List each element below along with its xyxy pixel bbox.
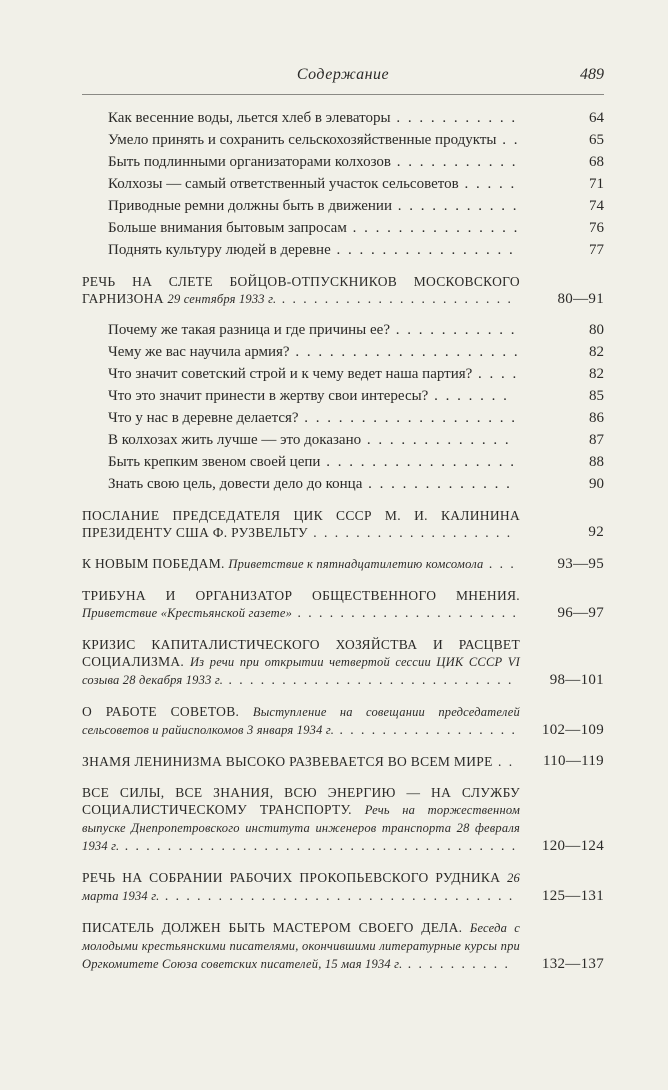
running-header (82, 66, 604, 90)
entry-page: 132—137 (541, 956, 604, 972)
entry-page: 102—109 (541, 722, 604, 738)
toc-entry (82, 273, 604, 308)
toc-subentry (108, 322, 604, 339)
toc-entry (82, 753, 604, 770)
entry-title: РЕЧЬ НА СОБРАНИИ РАБОЧИХ ПРОКОПЬЕВСКОГО РУДНИКА (82, 870, 501, 885)
dot-leader: . . . . . . . . . . . (389, 322, 517, 338)
entry-page: 80 (589, 322, 604, 338)
toc-subentry (108, 220, 604, 237)
dot-leader: . . . . . . . . . . . . . . . . . . . . . (292, 605, 518, 620)
entry-title: Больше внимания бытовым запросам (108, 220, 347, 236)
entry-title: ПИСАТЕЛЬ ДОЛЖЕН БЫТЬ МАСТЕРОМ СВОЕГО ДЕЛА. (82, 920, 463, 935)
dot-leader: . . . . . . . . . . . . . . . . . . . . (289, 344, 520, 360)
dot-leader: . . . . . . . . . . . (391, 154, 518, 170)
header-rule (82, 94, 604, 95)
toc-entry (82, 555, 604, 573)
entry-title: РЕЧЬ НА СЛЕТЕ БОЙЦОВ-ОТПУСКНИКОВ МОСКОВСКОГО ГАРНИЗОНА (82, 274, 520, 306)
table-of-contents (82, 110, 604, 973)
section-gap (82, 739, 604, 753)
dot-leader: . . . . . . . . . . . . . . . . . . . . . . (276, 291, 513, 306)
entry-page: 96—97 (557, 605, 604, 621)
entry-page: 85 (589, 388, 604, 404)
dot-leader: . . . (483, 556, 516, 571)
dot-leader: . . . . . . . . . . . . . . . . . (334, 722, 517, 737)
dot-leader: . . . . (472, 366, 519, 382)
entry-description: Приветствие «Крестьянской газете» (82, 606, 293, 620)
entry-title: Быть крепким звеном своей цепи (108, 454, 321, 470)
dot-leader: . . (496, 132, 520, 148)
section-gap (82, 259, 604, 273)
section-gap (82, 905, 604, 919)
page-number: 489 (580, 66, 604, 83)
entry-page: 88 (589, 454, 604, 470)
entry-page: 65 (589, 132, 604, 148)
section-gap (82, 573, 604, 587)
entry-page: 68 (589, 154, 604, 170)
dot-leader: . . . . . . . . . . . . . . . . . . . . . . . . . . . . . . . . . (159, 888, 515, 903)
dot-leader: . . . . . . . . . . . . . . . . (330, 242, 515, 258)
entry-page: 71 (589, 176, 604, 192)
entry-title: ЗНАМЯ ЛЕНИНИЗМА ВЫСОКО РАЗВЕВАЕТСЯ ВО ВСЕМ МИРЕ (82, 754, 493, 769)
dot-leader: . . . . . . . . . . . . . . . (346, 220, 520, 236)
dot-leader: . . . . . . . (428, 388, 509, 404)
entry-title: Умело принять и сохранить сельскохозяйственные продукты (108, 132, 497, 148)
toc-subentry (108, 410, 604, 427)
entry-title: Что у нас в деревне делается? (108, 410, 299, 426)
entry-page: 77 (589, 242, 604, 258)
dot-leader: . . . . . . . . . . (402, 956, 510, 971)
dot-leader: . . . . . . . . . . . . . . . . . (320, 454, 516, 470)
entry-page: 74 (589, 198, 604, 214)
entry-title: КРИЗИС КАПИТАЛИСТИЧЕСКОГО ХОЗЯЙСТВА И РАСЦВЕТ СОЦИАЛИЗМА. (82, 637, 520, 669)
entry-description: Из речи при открытии четвертой сессии ЦИК СССР VI созыва 28 декабря 1933 г. (82, 655, 520, 687)
toc-subentry (108, 242, 604, 259)
toc-subentry (108, 132, 604, 149)
entry-page: 82 (589, 344, 604, 360)
toc-subentry (108, 176, 604, 193)
entry-title: Быть подлинными организаторами колхозов (108, 154, 391, 170)
dot-leader: . . . . . . . . . . . . . (362, 476, 512, 492)
dot-leader: . . . . . . . . . . . (391, 198, 519, 214)
toc-subentry (108, 388, 604, 405)
toc-entry (82, 636, 604, 689)
entry-description: Беседа с молодыми крестьянскими писателями, окончившими литературные курсы при Оргкомитете Союза советских писателей, 15 мая 1934 г. (82, 921, 520, 971)
entry-description: Приветствие к пятнадцатилетию комсомола (228, 557, 484, 571)
entry-description: Выступление на совещании председателей сельсоветов и райисполкомов 3 января 1934 г. (82, 705, 520, 737)
dot-leader: . . . . . . . . . . . . . . . . . . . . . . . . . . . . . . . . . . . . . (119, 838, 518, 853)
toc-entry (82, 869, 604, 905)
entry-page: 98—101 (549, 672, 604, 688)
entry-title: ТРИБУНА И ОРГАНИЗАТОР ОБЩЕСТВЕННОГО МНЕНИЯ. (82, 588, 520, 603)
entry-page: 86 (589, 410, 604, 426)
toc-subentry (108, 432, 604, 449)
toc-subentry (108, 110, 604, 127)
entry-page: 125—131 (541, 888, 604, 904)
entry-title: К НОВЫМ ПОБЕДАМ. (82, 556, 225, 571)
toc-subentry (108, 344, 604, 361)
toc-entry (82, 919, 604, 973)
entry-title: Что это значит принести в жертву свои интересы? (108, 388, 429, 404)
toc-subentry (108, 476, 604, 493)
dot-leader: . . . . . (458, 176, 517, 192)
entry-title: Чему же вас научила армия? (108, 344, 290, 360)
entry-page: 76 (589, 220, 604, 236)
entry-page: 90 (589, 476, 604, 492)
entry-title: О РАБОТЕ СОВЕТОВ. (82, 704, 240, 719)
toc-subentry (108, 454, 604, 471)
entry-description: 29 сентября 1933 г. (167, 292, 277, 306)
toc-subentry (108, 366, 604, 383)
entry-page: 93—95 (557, 556, 604, 572)
entry-title: Знать свою цель, довести дело до конца (108, 476, 363, 492)
entry-title: ВСЕ СИЛЫ, ВСЕ ЗНАНИЯ, ВСЮ ЭНЕРГИЮ — НА СЛУЖБУ СОЦИАЛИСТИЧЕСКОМУ ТРАНСПОРТУ. (82, 785, 520, 817)
entry-page: 64 (589, 110, 604, 126)
entry-title: Поднять культуру людей в деревне (108, 242, 331, 258)
running-title: Содержание (296, 66, 390, 83)
entry-description: 26 марта 1934 г. (82, 871, 520, 903)
toc-entry (82, 784, 604, 855)
section-gap (82, 689, 604, 703)
section-gap (82, 541, 604, 555)
section-gap (82, 855, 604, 869)
section-gap (82, 622, 604, 636)
entry-title: Как весенние воды, льется хлеб в элеваторы (108, 110, 391, 126)
section-gap (82, 493, 604, 507)
entry-page: 80—91 (557, 291, 604, 307)
dot-leader: . . . . . . . . . . . . . . . . . . . (307, 525, 513, 540)
dot-leader: . . (492, 754, 515, 769)
section-gap (82, 770, 604, 784)
entry-title: Почему же такая разница и где причины ее? (108, 322, 390, 338)
entry-page: 87 (589, 432, 604, 448)
entry-page: 110—119 (543, 753, 604, 769)
entry-page: 82 (589, 366, 604, 382)
entry-description: Речь на торжественном выпуске Днепропетровского института инженеров транспорта 28 февраля 1934 г. (82, 803, 520, 853)
toc-subentry (108, 154, 604, 171)
toc-subentry (108, 198, 604, 215)
entry-page: 120—124 (541, 838, 604, 854)
entry-title: ПОСЛАНИЕ ПРЕДСЕДАТЕЛЯ ЦИК СССР М. И. КАЛИНИНА ПРЕЗИДЕНТУ США Ф. РУЗВЕЛЬТУ (82, 508, 520, 540)
entry-title: В колхозах жить лучше — это доказано (108, 432, 362, 448)
toc-entry (82, 703, 604, 739)
dot-leader: . . . . . . . . . . . . . . . . . . . (298, 410, 518, 426)
entry-title: Приводные ремни должны быть в движении (108, 198, 392, 214)
toc-entry (82, 587, 604, 622)
entry-page: 92 (588, 524, 604, 540)
toc-entry (82, 507, 604, 541)
dot-leader: . . . . . . . . . . . . . (361, 432, 511, 448)
entry-title: Что значит советский строй и к чему ведет наша партия? (108, 366, 473, 382)
dot-leader: . . . . . . . . . . . . . . . . . . . . . . . . . . . (223, 672, 514, 687)
dot-leader: . . . . . . . . . . . (390, 110, 518, 126)
entry-title: Колхозы — самый ответственный участок сельсоветов (108, 176, 459, 192)
